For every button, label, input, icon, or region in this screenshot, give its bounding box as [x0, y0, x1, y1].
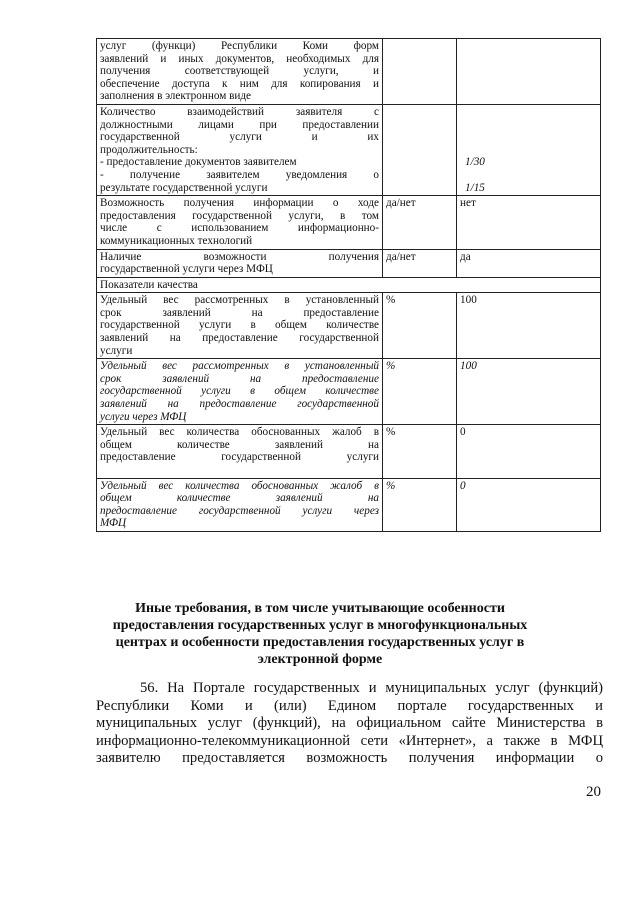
- paragraph-line: Республики Коми и (или) Едином портале государственных и: [96, 697, 603, 714]
- text-line: Возможность получения информации о ходе: [100, 197, 379, 210]
- text-line: - получение заявителем уведомления о: [100, 168, 379, 181]
- text-line: МФЦ: [100, 517, 127, 530]
- text-line: общем количестве заявлений на: [100, 492, 379, 505]
- paragraph-line: муниципальных услуг (функций), на официальном сайте Министерства в: [96, 715, 603, 732]
- value-line: 1/30: [465, 156, 485, 169]
- text-line: предоставление государственной услуги через: [100, 504, 379, 517]
- text-line: числе с использованием информационно-: [100, 222, 379, 235]
- text-line: Наличие возможности получения: [100, 250, 379, 263]
- section-header: Показатели качества: [97, 277, 601, 293]
- text-line: заполнения в электронном виде: [100, 90, 252, 103]
- text-line: государственной услуги и их: [100, 131, 379, 144]
- unit-cell: [383, 104, 457, 195]
- text-line: результате государственной услуги: [100, 181, 268, 194]
- table-row: [97, 277, 601, 293]
- text-line: срок заявлений на предоставление: [100, 372, 379, 385]
- table-row: [97, 104, 601, 195]
- unit-cell: %: [383, 425, 457, 478]
- indicator-cell: [97, 249, 383, 277]
- text-line: срок заявлений на предоставление: [100, 306, 379, 319]
- paragraph-56: [96, 680, 603, 768]
- text-line: Удельный вес рассмотренных в установленный: [100, 294, 379, 307]
- unit-cell: %: [383, 359, 457, 425]
- value-cell: нет: [457, 196, 601, 249]
- indicator-cell: [97, 39, 383, 105]
- text-line: предоставления государственной услуги, в том: [100, 209, 379, 222]
- text-line: Удельный вес рассмотренных в установленный: [100, 360, 379, 373]
- text-line: услуг (функци) Республики Коми форм: [100, 40, 379, 52]
- text-line: заявлений на предоставление государственной: [100, 332, 379, 345]
- heading-line: предоставления государственных услуг в многофункциональных: [112, 618, 528, 633]
- unit-cell: да/нет: [383, 196, 457, 249]
- value-cell: 0: [457, 425, 601, 478]
- text-line: Удельный вес количества обоснованных жалоб в: [100, 479, 379, 492]
- table-row: [97, 249, 601, 277]
- heading-line: электронной форме: [257, 652, 383, 667]
- text-line: предоставление государственной услуги: [100, 451, 379, 464]
- text-line: заявлений и иных документов, необходимых для: [100, 52, 379, 65]
- table-row: [97, 425, 601, 478]
- value-cell: 100: [457, 293, 601, 359]
- text-line: Удельный вес количества обоснованных жалоб в: [100, 426, 379, 439]
- value-cell: 0: [457, 478, 601, 531]
- table-row: [97, 39, 601, 105]
- unit-cell: %: [383, 478, 457, 531]
- heading-line: Иные требования, в том числе учитывающие особенности: [135, 601, 505, 616]
- indicator-cell: [97, 196, 383, 249]
- text-line: общем количестве заявлений на: [100, 438, 379, 451]
- indicator-cell: [97, 478, 383, 531]
- value-cell: [457, 104, 601, 195]
- text-line: государственной услуги через МФЦ: [100, 263, 273, 276]
- paragraph-line: 56. На Портале государственных и муниципальных услуг (функций): [140, 680, 603, 696]
- table-row: [97, 293, 601, 359]
- text-line: должностными лицами при предоставлении: [100, 118, 379, 131]
- value-cell: [457, 39, 601, 105]
- text-line: государственной услуги в общем количестве: [100, 319, 379, 332]
- text-line: - предоставление документов заявителем: [100, 156, 297, 169]
- text-line: услуги: [100, 344, 133, 357]
- value-cell: да: [457, 249, 601, 277]
- table-row: [97, 196, 601, 249]
- text-line: государственной услуги в общем количестве: [100, 385, 379, 398]
- text-line: заявлений на предоставление государственной: [100, 398, 379, 411]
- indicator-cell: [97, 425, 383, 478]
- heading-line: центрах и особенности предоставления государственных услуг в: [115, 635, 525, 650]
- unit-cell: %: [383, 293, 457, 359]
- table-row: [97, 478, 601, 531]
- text-line: обеспечение доступа к ним для копирования и: [100, 77, 379, 90]
- indicator-cell: [97, 359, 383, 425]
- text-line: получения соответствующей услуги, и: [100, 65, 379, 78]
- indicators-table: [96, 38, 601, 532]
- value-line: 1/15: [465, 181, 485, 194]
- table-row: [97, 359, 601, 425]
- unit-cell: [383, 39, 457, 105]
- indicator-cell: [97, 104, 383, 195]
- unit-cell: да/нет: [383, 249, 457, 277]
- paragraph-line: заявителю предоставляется возможность получения информации о: [96, 750, 603, 767]
- paragraph-line: информационно-телекоммуникационной сети «Интернет», а также в МФЦ: [96, 732, 603, 749]
- text-line: Количество взаимодействий заявителя с: [100, 105, 379, 118]
- value-cell: 100: [457, 359, 601, 425]
- page-number: 20: [586, 784, 601, 800]
- text-line: коммуникационных технологий: [100, 234, 253, 247]
- section-heading: [110, 600, 530, 668]
- text-line: продолжительность:: [100, 143, 198, 156]
- indicator-cell: [97, 293, 383, 359]
- text-line: услуги через МФЦ: [100, 410, 187, 423]
